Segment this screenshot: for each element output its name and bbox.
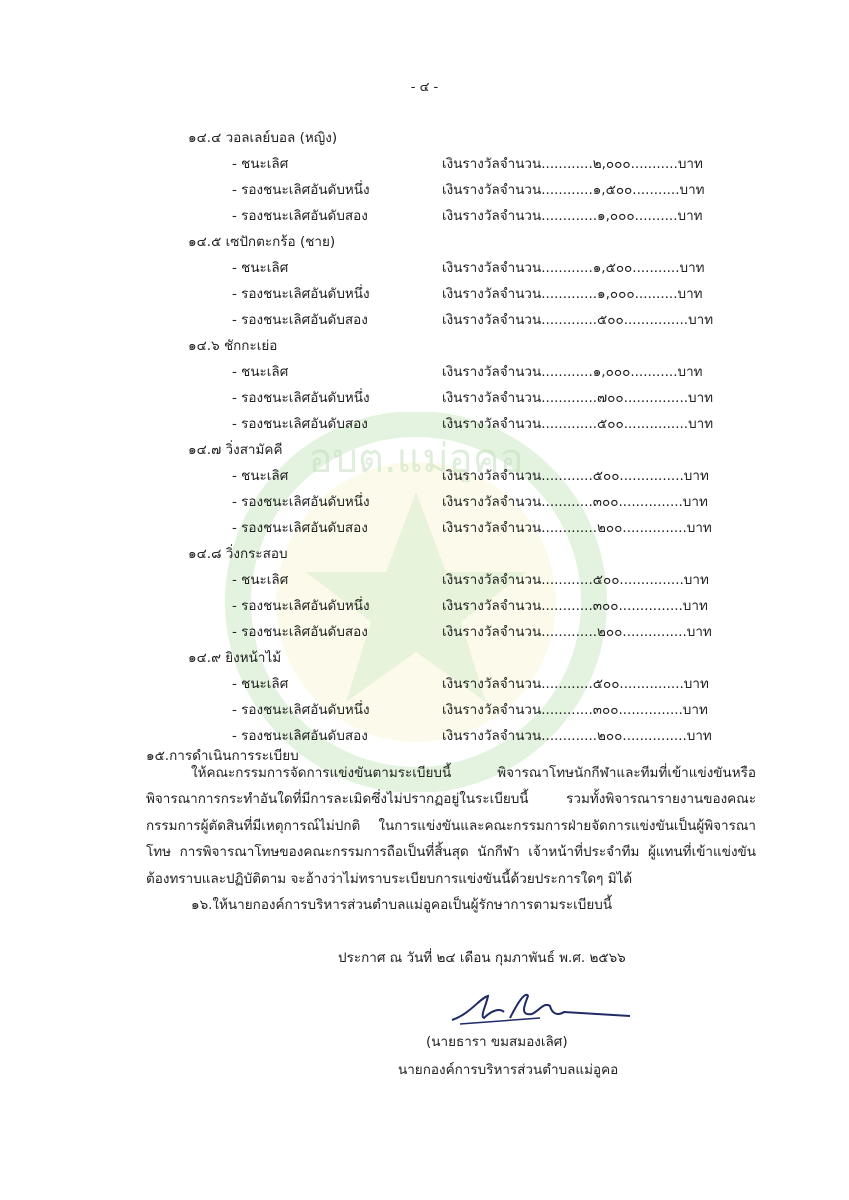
signer-position: นายกองค์การบริหารส่วนตำบลแม่อูคอ xyxy=(398,1062,619,1078)
section-15-title: ๑๕.การดำเนินการระเบียบ xyxy=(146,748,299,764)
prize-amount: เงินรางวัลจำนวน.............๒๐๐...............บาท xyxy=(442,520,712,536)
section-title: ๑๔.๙ ยิงหน้าไม้ xyxy=(188,650,282,666)
prize-rank-label: - รองชนะเลิศอันดับสอง xyxy=(232,416,368,432)
prize-rank-label: - รองชนะเลิศอันดับสอง xyxy=(232,312,368,328)
prize-amount: เงินรางวัลจำนวน............๓๐๐...............บาท xyxy=(442,598,708,614)
prize-rank-label: - ชนะเลิศ xyxy=(232,156,289,172)
prize-amount: เงินรางวัลจำนวน.............๑,๐๐๐..........บาท xyxy=(442,208,703,224)
prize-rank-label: - ชนะเลิศ xyxy=(232,572,289,588)
prize-amount: เงินรางวัลจำนวน.............๒๐๐...............บาท xyxy=(442,624,712,640)
prize-amount: เงินรางวัลจำนวน............๒,๐๐๐...........บาท xyxy=(442,156,703,172)
prize-rank-label: - รองชนะเลิศอันดับหนึ่ง xyxy=(232,390,370,406)
prize-rank-label: - รองชนะเลิศอันดับสอง xyxy=(232,624,368,640)
prize-amount: เงินรางวัลจำนวน.............๒๐๐...............บาท xyxy=(442,728,712,744)
section-title: ๑๔.๘ วิ่งกระสอบ xyxy=(188,546,288,562)
section-16: ๑๖.ให้นายกองค์การบริหารส่วนตำบลแม่อูคอเป็นผู้รักษาการตามระเบียบนี้ xyxy=(191,897,613,914)
prize-rank-label: - ชนะเลิศ xyxy=(232,676,289,692)
signer-name: (นายธารา ขมสมองเลิศ) xyxy=(426,1034,568,1050)
prize-rank-label: - รองชนะเลิศอันดับหนึ่ง xyxy=(232,702,370,718)
section-15-body xyxy=(146,760,756,918)
prize-amount: เงินรางวัลจำนวน.............๕๐๐...............บาท xyxy=(442,312,714,328)
prize-rank-label: - ชนะเลิศ xyxy=(232,364,289,380)
seal-text: อบต.แม่อูคอ xyxy=(308,436,524,482)
prize-amount: เงินรางวัลจำนวน............๓๐๐...............บาท xyxy=(442,702,708,718)
prize-rank-label: - รองชนะเลิศอันดับสอง xyxy=(232,520,368,536)
section-title: ๑๔.๗ วิ่งสามัคคี xyxy=(188,442,283,458)
prize-amount: เงินรางวัลจำนวน............๓๐๐...............บาท xyxy=(442,494,708,510)
prize-rank-label: - รองชนะเลิศอันดับสอง xyxy=(232,728,368,744)
prize-rank-label: - รองชนะเลิศอันดับสอง xyxy=(232,208,368,224)
prize-rank-label: - ชนะเลิศ xyxy=(232,260,289,276)
prize-rank-label: - รองชนะเลิศอันดับหนึ่ง xyxy=(232,598,370,614)
prize-rank-label: - รองชนะเลิศอันดับหนึ่ง xyxy=(232,182,370,198)
prize-amount: เงินรางวัลจำนวน.............๗๐๐...............บาท xyxy=(442,390,714,406)
prize-amount: เงินรางวัลจำนวน.............๕๐๐...............บาท xyxy=(442,416,714,432)
prize-rank-label: - ชนะเลิศ xyxy=(232,468,289,484)
prize-amount: เงินรางวัลจำนวน............๕๐๐...............บาท xyxy=(442,572,709,588)
prize-amount: เงินรางวัลจำนวน............๑,๕๐๐...........บาท xyxy=(442,260,705,276)
handwritten-signature xyxy=(440,988,640,1028)
declaration-date: ประกาศ ณ วันที่ ๒๔ เดือน กุมภาพันธ์ พ.ศ. ๒๕๖๖ xyxy=(338,950,626,966)
section-title: ๑๔.๕ เซปักตะกร้อ (ชาย) xyxy=(188,234,336,250)
prize-amount: เงินรางวัลจำนวน............๑,๕๐๐...........บาท xyxy=(442,182,705,198)
page-number: - ๔ - xyxy=(410,80,439,95)
section-15-paragraph: ให้คณะกรรมการจัดการแข่งขันตามระเบียบนี้ พิจารณาโทษนักกีฬาและทีมที่เข้าแข่งขันหรือพิจารณาการกระทำอันใดที่มีการละเมิดซึ่งไม่ปรากฏอยู่ในระเบียบนี้ รวมทั้งพิจารณารายงานของคณะกรรมการผู้ตัดสินที่มีเหตุการณ์ไม่ปกติ ในการแข่งขันและคณะกรรมการฝ่ายจัดการแข่งขันเป็นผู้พิจารณาโทษ การพิจารณาโทษของคณะกรรมการถือเป็นที่สิ้นสุด นักกีฬา เจ้าหน้าที่ประจำทีม ผู้แทนที่เข้าแข่งขันต้องทราบและปฏิบัติตาม จะอ้างว่าไม่ทราบระเบียบการแข่งขันนี้ด้วยประการใดๆ มิได้ xyxy=(146,765,756,887)
prize-rank-label: - รองชนะเลิศอันดับหนึ่ง xyxy=(232,494,370,510)
prize-rank-label: - รองชนะเลิศอันดับหนึ่ง xyxy=(232,286,370,302)
prize-amount: เงินรางวัลจำนวน............๕๐๐...............บาท xyxy=(442,468,709,484)
prize-amount: เงินรางวัลจำนวน.............๑,๐๐๐..........บาท xyxy=(442,286,703,302)
section-title: ๑๔.๔ วอลเลย์บอล (หญิง) xyxy=(188,130,338,146)
prize-amount: เงินรางวัลจำนวน............๑,๐๐๐...........บาท xyxy=(442,364,703,380)
prize-amount: เงินรางวัลจำนวน............๕๐๐...............บาท xyxy=(442,676,709,692)
section-title: ๑๔.๖ ชักกะเย่อ xyxy=(188,338,278,354)
